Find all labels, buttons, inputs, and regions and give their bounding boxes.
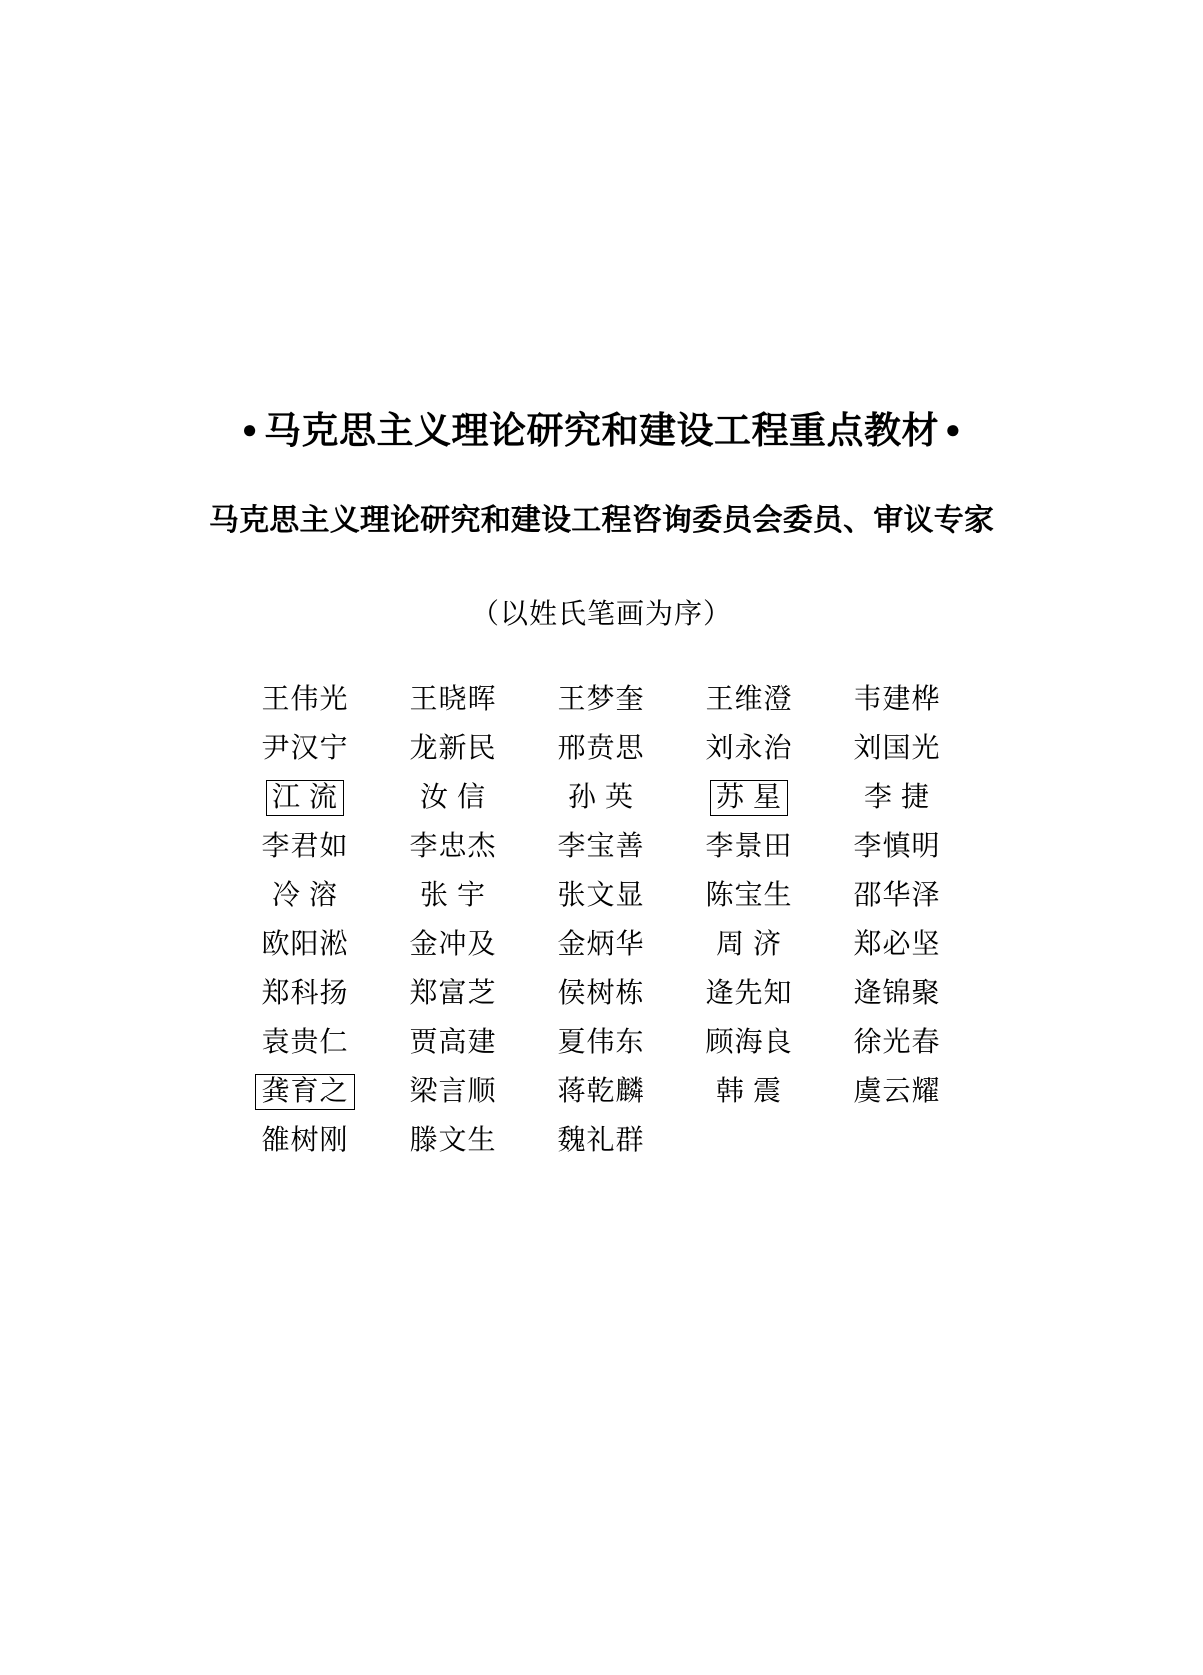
name-cell (379, 977, 527, 1011)
name-cell (675, 1075, 823, 1109)
name-text: 雒树刚 (261, 1124, 349, 1156)
name-cell (675, 732, 823, 766)
name-text: 侯树栋 (557, 977, 645, 1009)
name-text: 邵华泽 (853, 879, 941, 911)
name-cell (823, 1075, 971, 1109)
name-text: 魏礼群 (557, 1124, 645, 1156)
order-note: （以姓氏笔画为序） (470, 599, 732, 630)
name-cell-boxed (675, 780, 823, 816)
name-text: 王维澄 (705, 683, 793, 715)
name-cell (527, 1124, 675, 1158)
name-text: 刘国光 (853, 732, 941, 764)
name-cell (379, 1124, 527, 1158)
name-row (231, 920, 973, 969)
name-cell (379, 830, 527, 864)
name-text: 逄锦聚 (853, 977, 941, 1009)
name-cell (379, 732, 527, 766)
name-cell (379, 683, 527, 717)
name-text: 顾海良 (705, 1026, 793, 1058)
name-cell (231, 732, 379, 766)
name-text: 王伟光 (261, 683, 349, 715)
name-cell (675, 879, 823, 913)
series-title-text: 马克思主义理论研究和建设工程重点教材 (264, 410, 939, 451)
name-cell (379, 781, 527, 815)
name-text: 苏 星 (710, 780, 788, 816)
name-cell-boxed (231, 1074, 379, 1110)
name-text: 孙 英 (567, 781, 634, 813)
name-text: 蒋乾麟 (557, 1075, 645, 1107)
name-text: 金炳华 (557, 928, 645, 960)
name-cell (527, 1026, 675, 1060)
name-text: 王梦奎 (557, 683, 645, 715)
name-cell (231, 977, 379, 1011)
name-text: 袁贵仁 (261, 1026, 349, 1058)
name-cell (527, 732, 675, 766)
name-cell (527, 1075, 675, 1109)
name-text: 邢贲思 (557, 732, 645, 764)
name-cell (823, 977, 971, 1011)
name-text: 李宝善 (557, 830, 645, 862)
name-cell (527, 879, 675, 913)
name-text: 夏伟东 (557, 1026, 645, 1058)
name-text: 郑富芝 (409, 977, 497, 1009)
name-cell (823, 683, 971, 717)
name-text: 冷 溶 (271, 879, 338, 911)
name-cell (823, 1026, 971, 1060)
name-text: 李景田 (705, 830, 793, 862)
name-row (231, 675, 973, 724)
name-cell (823, 830, 971, 864)
name-cell (379, 1075, 527, 1109)
name-cell (675, 683, 823, 717)
name-cell (675, 830, 823, 864)
name-row (231, 1116, 973, 1165)
name-text: 韩 震 (715, 1075, 782, 1107)
name-text: 梁言顺 (409, 1075, 497, 1107)
name-cell (527, 977, 675, 1011)
name-text: 周 济 (715, 928, 782, 960)
series-title (0, 400, 1203, 454)
name-cell (823, 781, 971, 815)
name-text: 张 宇 (419, 879, 486, 911)
name-cell (231, 928, 379, 962)
name-row (231, 724, 973, 773)
name-row (231, 773, 973, 822)
name-cell (675, 977, 823, 1011)
name-cell (231, 683, 379, 717)
name-cell (823, 879, 971, 913)
name-cell (823, 928, 971, 962)
page-title: 马克思主义理论研究和建设工程咨询委员会委员、审议专家 (208, 504, 995, 537)
name-cell (527, 830, 675, 864)
bullet-right-icon: ● (945, 414, 962, 445)
name-row (231, 969, 973, 1018)
name-cell (379, 1026, 527, 1060)
name-row (231, 1018, 973, 1067)
name-cell (231, 830, 379, 864)
name-cell (231, 1026, 379, 1060)
name-cell (379, 879, 527, 913)
name-text: 张文显 (557, 879, 645, 911)
name-cell (231, 879, 379, 913)
name-text: 欧阳淞 (261, 928, 349, 960)
name-cell (527, 683, 675, 717)
name-cell (231, 1124, 379, 1158)
name-text: 逄先知 (705, 977, 793, 1009)
name-text: 虞云耀 (853, 1075, 941, 1107)
name-cell (675, 928, 823, 962)
name-text: 汝 信 (419, 781, 486, 813)
name-text: 金冲及 (409, 928, 497, 960)
name-text: 李慎明 (853, 830, 941, 862)
name-text: 龚育之 (255, 1074, 354, 1110)
name-cell (527, 781, 675, 815)
bullet-left-icon: ● (241, 414, 258, 445)
name-cell (675, 1026, 823, 1060)
name-text: 滕文生 (409, 1124, 497, 1156)
name-row (231, 1067, 973, 1116)
name-row (231, 822, 973, 871)
name-cell (527, 928, 675, 962)
name-text: 郑科扬 (261, 977, 349, 1009)
name-cell (823, 732, 971, 766)
name-text: 李君如 (261, 830, 349, 862)
name-row (231, 871, 973, 920)
name-text: 陈宝生 (705, 879, 793, 911)
name-text: 贾高建 (409, 1026, 497, 1058)
name-text: 李忠杰 (409, 830, 497, 862)
name-text: 尹汉宁 (261, 732, 349, 764)
name-text: 龙新民 (409, 732, 497, 764)
name-text: 郑必坚 (853, 928, 941, 960)
name-text: 王晓晖 (409, 683, 497, 715)
name-text: 江 流 (266, 780, 344, 816)
name-cell (379, 928, 527, 962)
name-text: 李 捷 (863, 781, 930, 813)
name-grid (231, 675, 973, 1165)
name-cell-boxed (231, 780, 379, 816)
name-text: 韦建桦 (853, 683, 941, 715)
name-text: 刘永治 (705, 732, 793, 764)
name-text: 徐光春 (853, 1026, 941, 1058)
